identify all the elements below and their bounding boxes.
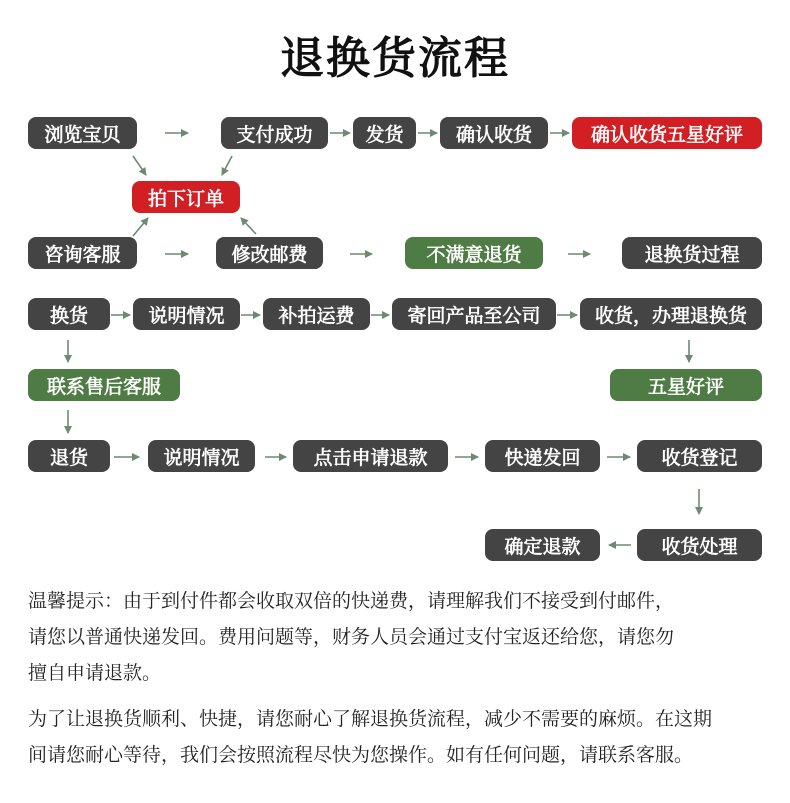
node-return: 退货: [28, 440, 110, 472]
tip-paragraph: [28, 583, 768, 691]
node-apply-refund: 点击申请退款: [293, 440, 448, 472]
node-five-star: 五星好评: [610, 369, 762, 401]
tip-line-3: 擅自申请退款。: [28, 662, 162, 684]
node-contact-aftersales: 联系售后客服: [28, 369, 180, 401]
node-receive-process-exchange: 收货，办理退换货: [580, 298, 762, 330]
tip-line-2: 请您以普通快递发回。费用问题等，财务人员会通过支付宝返还给您，请您勿: [28, 626, 675, 648]
info-line-2: 间请您耐心等待，我们会按照流程尽快为您操作。如有任何问题，请联系客服。: [28, 744, 694, 766]
node-confirm-receipt: 确认收货: [440, 117, 548, 149]
node-unsatisfied-return: 不满意退货: [405, 237, 543, 269]
info-paragraph: [28, 701, 768, 773]
node-send-back: 寄回产品至公司: [392, 298, 556, 330]
node-browse-item: 浏览宝贝: [28, 117, 137, 149]
tip-line-1: 温馨提示：由于到付件都会收取双倍的快递费，请理解我们不接受到付邮件，: [28, 590, 675, 612]
node-ship: 发货: [353, 117, 416, 149]
info-line-1: 为了让退换货顺利、快捷，请您耐心了解退换货流程，减少不需要的麻烦。在这期: [28, 708, 713, 730]
node-pay-shipping: 补拍运费: [263, 298, 370, 330]
node-payment-success: 支付成功: [221, 117, 328, 149]
node-explain-situation-2: 说明情况: [148, 440, 255, 472]
node-express-return: 快递发回: [485, 440, 600, 472]
node-confirm-five-star: 确认收货五星好评: [572, 117, 762, 149]
node-consult-service: 咨询客服: [28, 237, 137, 269]
node-explain-situation: 说明情况: [133, 298, 240, 330]
node-exchange: 换货: [28, 298, 110, 330]
page-title: 退换货流程: [280, 33, 510, 84]
node-receipt-handling: 收货处理: [637, 529, 762, 561]
node-modify-shipping: 修改邮费: [216, 237, 323, 269]
node-receipt-registration: 收货登记: [637, 440, 762, 472]
node-confirm-refund: 确定退款: [485, 529, 600, 561]
node-return-process: 退换货过程: [622, 237, 762, 269]
node-place-order: 拍下订单: [132, 181, 240, 213]
